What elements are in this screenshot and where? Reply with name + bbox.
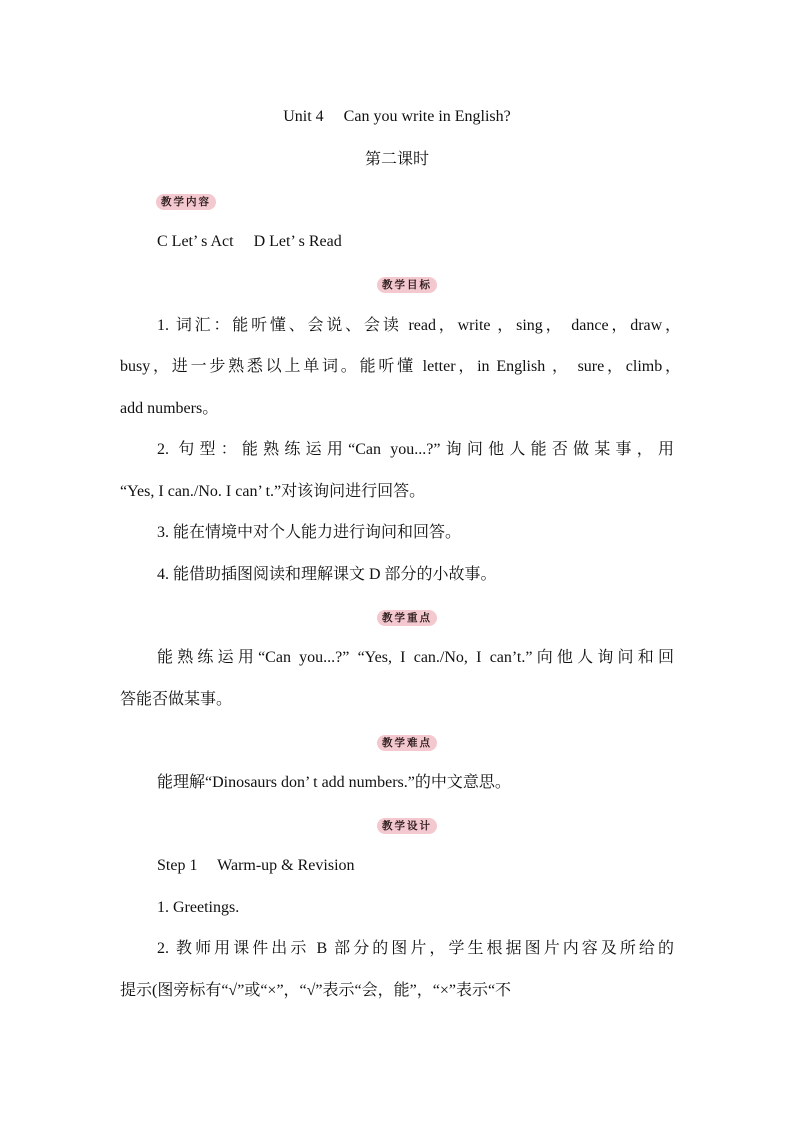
goal-1-line-1: 1. 词汇：能听懂、会说、会读 read，write ，sing， dance，draw，: [157, 317, 681, 334]
section-badge-design: 教学设计: [377, 818, 437, 834]
lesson-title: Unit 4 Can you write in English?: [283, 108, 511, 125]
goal-1-line-2: busy，进一步熟悉以上单词。能听懂 letter，in English ， sure，climb，: [120, 358, 681, 375]
section-badge-goals: 教学目标: [377, 277, 437, 293]
goal-2-line-1: 2. 句型：能熟练运用“Can you...?”询问他人能否做某事，用: [157, 441, 674, 458]
step-1-heading: Step 1 Warm-up & Revision: [157, 857, 355, 874]
section-badge-content: 教学内容: [156, 194, 216, 210]
goal-1-line-3: add numbers。: [120, 400, 219, 417]
goal-4: 4. 能借助插图阅读和理解课文 D 部分的小故事。: [157, 566, 497, 583]
difficulty-text: 能理解“Dinosaurs don’ t add numbers.”的中文意思。: [157, 774, 511, 791]
goal-2-line-2: “Yes, I can./No. I can’ t.”对该询问进行回答。: [120, 483, 426, 500]
step-1-item-2-line-1: 2. 教师用课件出示 B 部分的图片，学生根据图片内容及所给的: [157, 940, 674, 957]
key-point-line-2: 答能否做某事。: [120, 691, 233, 708]
step-1-item-2-line-2: 提示(图旁标有“√”或“×”，“√”表示“会，能”，“×”表示“不: [120, 982, 512, 999]
key-point-line-1: 能熟练运用“Can you...?” “Yes, I can./No, I can’t.”向他人询问和回: [157, 649, 674, 666]
goal-3: 3. 能在情境中对个人能力进行询问和回答。: [157, 524, 462, 541]
step-1-item-1: 1. Greetings.: [157, 899, 240, 916]
section-badge-key-points: 教学重点: [377, 610, 437, 626]
lesson-subtitle: 第二课时: [364, 151, 429, 168]
content-text: C Let’ s Act D Let’ s Read: [157, 233, 342, 250]
section-badge-difficulty: 教学难点: [377, 735, 437, 751]
